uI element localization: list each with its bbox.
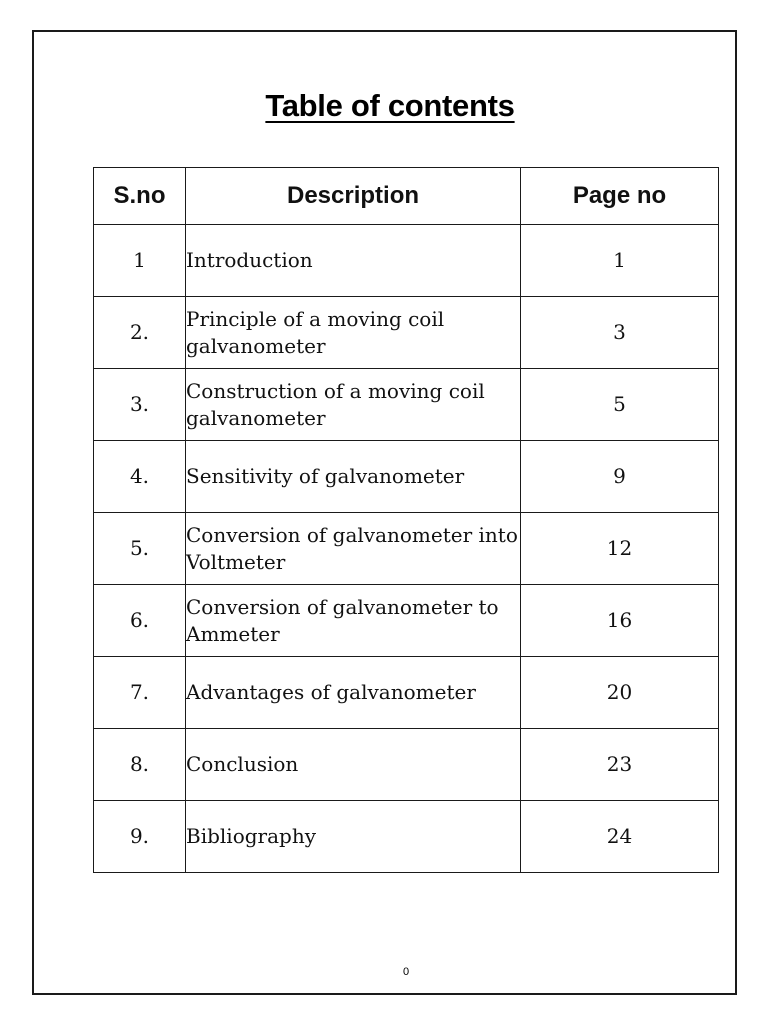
- row-page-no: 12: [521, 513, 719, 585]
- table-row: [94, 801, 719, 873]
- page-number: 0: [402, 966, 410, 978]
- row-description: Conversion of galvanometer to Ammeter: [186, 585, 521, 657]
- row-sno: 3.: [94, 369, 186, 441]
- table-header-row: [94, 168, 719, 225]
- table-row: [94, 225, 719, 297]
- header-description: Description: [186, 168, 521, 225]
- row-description: Bibliography: [186, 801, 521, 873]
- row-description: Construction of a moving coil galvanometer: [186, 369, 521, 441]
- row-sno: 8.: [94, 729, 186, 801]
- table-row: [94, 297, 719, 369]
- row-page-no: 23: [521, 729, 719, 801]
- table-row: [94, 585, 719, 657]
- row-page-no: 20: [521, 657, 719, 729]
- row-sno: 4.: [94, 441, 186, 513]
- row-description: Advantages of galvanometer: [186, 657, 521, 729]
- row-page-no: 5: [521, 369, 719, 441]
- table-row: [94, 729, 719, 801]
- table-row: [94, 441, 719, 513]
- row-sno: 9.: [94, 801, 186, 873]
- row-page-no: 1: [521, 225, 719, 297]
- header-page-no: Page no: [521, 168, 719, 225]
- row-description: Sensitivity of galvanometer: [186, 441, 521, 513]
- row-page-no: 9: [521, 441, 719, 513]
- row-description: Conversion of galvanometer into Voltmeter: [186, 513, 521, 585]
- row-page-no: 16: [521, 585, 719, 657]
- table-row: [94, 657, 719, 729]
- table-row: [94, 513, 719, 585]
- row-description: Conclusion: [186, 729, 521, 801]
- row-description: Introduction: [186, 225, 521, 297]
- row-sno: 2.: [94, 297, 186, 369]
- row-sno: 7.: [94, 657, 186, 729]
- row-sno: 6.: [94, 585, 186, 657]
- row-sno: 5.: [94, 513, 186, 585]
- row-page-no: 24: [521, 801, 719, 873]
- header-sno: S.no: [94, 168, 186, 225]
- table-row: [94, 369, 719, 441]
- page-title: Table of contents: [265, 88, 515, 123]
- row-description: Principle of a moving coil galvanometer: [186, 297, 521, 369]
- table-of-contents: [93, 167, 719, 873]
- row-page-no: 3: [521, 297, 719, 369]
- row-sno: 1: [94, 225, 186, 297]
